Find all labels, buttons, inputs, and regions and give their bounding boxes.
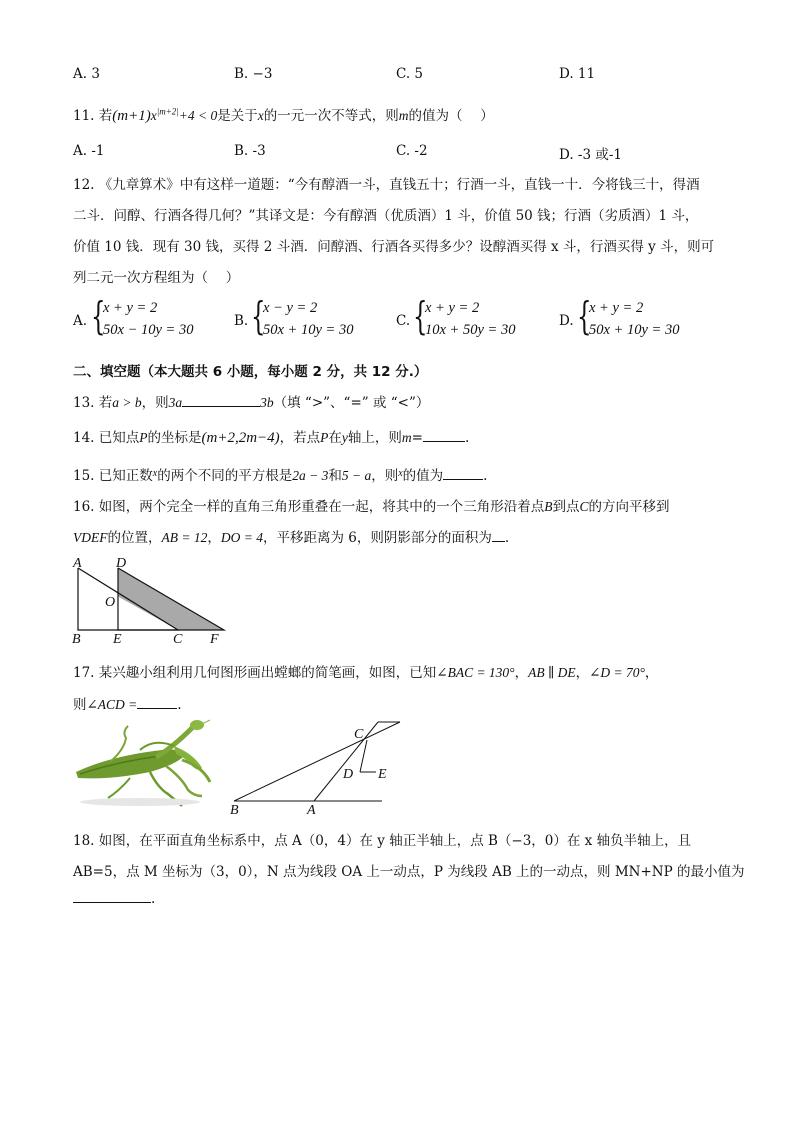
q17-answer-blank[interactable] (137, 708, 177, 709)
label-c: C (173, 632, 183, 646)
q12-option-a-label: A. (73, 313, 88, 329)
q12-b-eq1: x − y = 2 (263, 300, 318, 316)
q13-condition: a > b (112, 395, 142, 410)
q10-option-a: A. 3 (73, 66, 100, 82)
question-17-line-2 (73, 693, 182, 713)
label-a: A (73, 556, 82, 571)
q16-text-4: 的位置， (107, 530, 162, 546)
q13-text-3: （填 “>”、“=” 或 “<”） (273, 395, 430, 411)
q14-m: m (401, 430, 412, 445)
q12-b-eq2: 50x + 10y = 30 (263, 322, 354, 338)
q16-triangle: VDEF (73, 530, 108, 545)
figure-16-triangles (70, 554, 230, 646)
q11-option-d: D. -3 或-1 (559, 147, 623, 163)
brace-icon: { (91, 294, 106, 338)
q12-option-d-system (577, 294, 707, 344)
q12-a-eq1: x + y = 2 (103, 300, 158, 316)
q16-text-3: 的方向平移到 (588, 499, 670, 515)
q12-c-eq2: 10x + 50y = 30 (425, 322, 516, 338)
brace-icon: { (251, 294, 266, 338)
line-b-top (234, 722, 400, 801)
label-d: D (343, 767, 354, 782)
q10-option-c: C. 5 (396, 66, 424, 82)
label-e: E (378, 767, 387, 782)
label-e: E (113, 632, 122, 646)
q12-option-b-label: B. (234, 313, 249, 329)
q17-sep-2: ， (575, 665, 590, 681)
label-a: A (307, 803, 316, 816)
q11-text-3: 的一元一次不等式，则 (263, 108, 399, 124)
question-16-line-1 (73, 495, 670, 515)
q16-text-2: 到点 (552, 499, 580, 515)
q14-answer-blank[interactable] (423, 441, 465, 442)
question-14 (73, 426, 469, 447)
q18-line-1: 18. 如图，在平面直角坐标系中，点 A（0，4）在 y 轴正半轴上，点 B（−3，0）在 x 轴负半轴上，且 (73, 833, 692, 849)
question-17-line-1 (73, 661, 658, 681)
q11-option-c: C. -2 (396, 143, 428, 159)
q14-text-5: 轴上，则 (347, 430, 402, 446)
q17-period: . (177, 697, 182, 713)
q12-option-d-label: D. (559, 313, 574, 329)
q11-text: 若 (98, 108, 113, 124)
q15-root-2: 5 − a (341, 468, 372, 483)
question-13 (73, 391, 429, 411)
q12-option-a-system (91, 294, 221, 344)
label-f: F (210, 632, 219, 646)
q15-text-4: 的值为 (402, 468, 444, 484)
q14-p-2: P (320, 430, 329, 445)
q14-period: . (464, 430, 470, 446)
q17-text: 17. 某兴趣小组利用几何图形画出螳螂的简笔画，如图，已知 (73, 665, 437, 681)
label-b: B (72, 632, 81, 646)
q16-period: . (504, 530, 510, 546)
question-16-line-2 (73, 526, 509, 546)
q11-x: x (150, 108, 157, 123)
question-11 (73, 104, 494, 125)
q12-line-2: 二斗．问醇、行酒各得几何？”其译文是：今有醇酒（优质酒）1 斗，价值 50 钱；行酒（劣质酒）1 斗， (73, 208, 699, 224)
label-b: B (230, 803, 239, 816)
q12-line-1: 12. 《九章算术》中有这样一道题：“今有醇酒一斗，直钱五十；行酒一斗，直钱一十．今将钱三十，得酒 (73, 177, 700, 193)
q14-equals: = (411, 430, 423, 446)
q18-line-3 (73, 891, 155, 907)
section-2-heading: 二、填空题（本大题共 6 小题，每小题 2 分，共 12 分.） (73, 364, 428, 380)
q14-text-2: 的坐标是 (147, 430, 202, 446)
figure-17-diagram (228, 716, 404, 816)
q16-b: B (544, 499, 553, 514)
q11-base: (m+1) (112, 108, 151, 124)
q16-ab: AB = 12 (161, 530, 208, 545)
q14-text-4: 在 (328, 430, 342, 446)
q10-option-d: D. 11 (559, 66, 596, 82)
q11-text-2: 是关于 (217, 108, 258, 124)
q14-text: 14. 已知点 (73, 430, 140, 446)
q15-text: 15. 已知正数 (73, 468, 153, 484)
q10-option-b: B. −3 (234, 66, 273, 82)
q15-x: x (152, 468, 158, 479)
q13-lhs: 3a (168, 395, 183, 410)
q11-exponent: |m+2| (156, 106, 179, 117)
q15-period: . (483, 468, 488, 484)
q13-answer-blank[interactable] (182, 406, 260, 407)
question-15 (73, 464, 487, 484)
q14-coordinates: (m+2,2m−4) (201, 430, 280, 446)
q11-text-4: 的值为（ ） (408, 108, 494, 124)
q14-p: P (139, 430, 148, 445)
q11-option-b: B. -3 (234, 143, 266, 159)
q13-rhs: 3b (260, 395, 274, 410)
q12-option-c-label: C. (396, 313, 411, 329)
q15-and: 和 (328, 468, 342, 484)
q15-answer-blank[interactable] (443, 479, 483, 480)
mantis-image (70, 716, 226, 808)
brace-icon: { (577, 294, 592, 338)
q12-d-eq1: x + y = 2 (589, 300, 644, 316)
q11-m: m (398, 108, 409, 123)
q16-text-5: ，平移距离为 6，则阴影部分的面积为 (262, 530, 492, 546)
q17-sep: ， (514, 665, 529, 681)
q18-answer-blank[interactable] (73, 902, 151, 903)
q13-text: 13. 若 (73, 395, 113, 411)
q13-text-2: ，则 (141, 395, 169, 411)
q16-do: DO = 4 (220, 530, 263, 545)
q11-number: 11. (73, 108, 95, 124)
line-cd (360, 740, 367, 772)
q15-x-2: x (398, 468, 403, 479)
q12-option-c-system (413, 294, 543, 344)
q16-answer-blank[interactable] (492, 541, 505, 542)
q17-text-2: ， (644, 665, 659, 681)
line-ac (314, 722, 378, 801)
q15-text-2: 的两个不同的平方根是 (157, 468, 293, 484)
label-c: C (354, 727, 364, 742)
q15-text-3: ，则 (371, 468, 399, 484)
q12-d-eq2: 50x + 10y = 30 (589, 322, 680, 338)
q16-sep: ， (207, 530, 221, 546)
q12-option-b-system (251, 294, 381, 344)
q18-period: . (151, 891, 156, 907)
q17-angle-bac: ∠BAC = 130° (436, 665, 515, 680)
mantis-wings (76, 750, 186, 779)
q15-root-1: 2a − 3 (292, 468, 329, 483)
q16-text: 16. 如图，两个完全一样的直角三角形重叠在一起，将其中的一个三角形沿着点 (73, 499, 545, 515)
q12-c-eq1: x + y = 2 (425, 300, 480, 316)
q16-c: C (579, 499, 589, 514)
q17-parallel: AB ∥ DE (528, 665, 576, 680)
q12-line-3: 价值 10 钱．现有 30 钱，买得 2 斗酒．问醇酒、行酒各买得多少？设醇酒买得 x 斗，行酒买得 y 斗，则可 (73, 239, 715, 255)
q18-line-2: AB=5，点 M 坐标为（3，0），N 点为线段 OA 上一动点，P 为线段 AB 上的一动点，则 MN+NP 的最小值为 (73, 864, 745, 880)
q14-y: y (341, 430, 348, 445)
q17-angle-d: ∠D = 70° (589, 665, 645, 680)
q14-text-3: ，若点 (279, 430, 321, 446)
q12-a-eq2: 50x − 10y = 30 (103, 322, 194, 338)
q11-option-a: A. -1 (73, 143, 105, 159)
label-o: O (105, 595, 116, 610)
label-d: D (116, 556, 127, 571)
q17-angle-acd: ∠ACD = (86, 697, 138, 712)
q11-x-2: x (257, 108, 264, 123)
q12-line-4: 列二元一次方程组为（ ） (73, 270, 240, 286)
q11-inequality: +4 < 0 (178, 108, 218, 123)
q17-text-3: 则 (73, 697, 87, 713)
brace-icon: { (413, 294, 428, 338)
